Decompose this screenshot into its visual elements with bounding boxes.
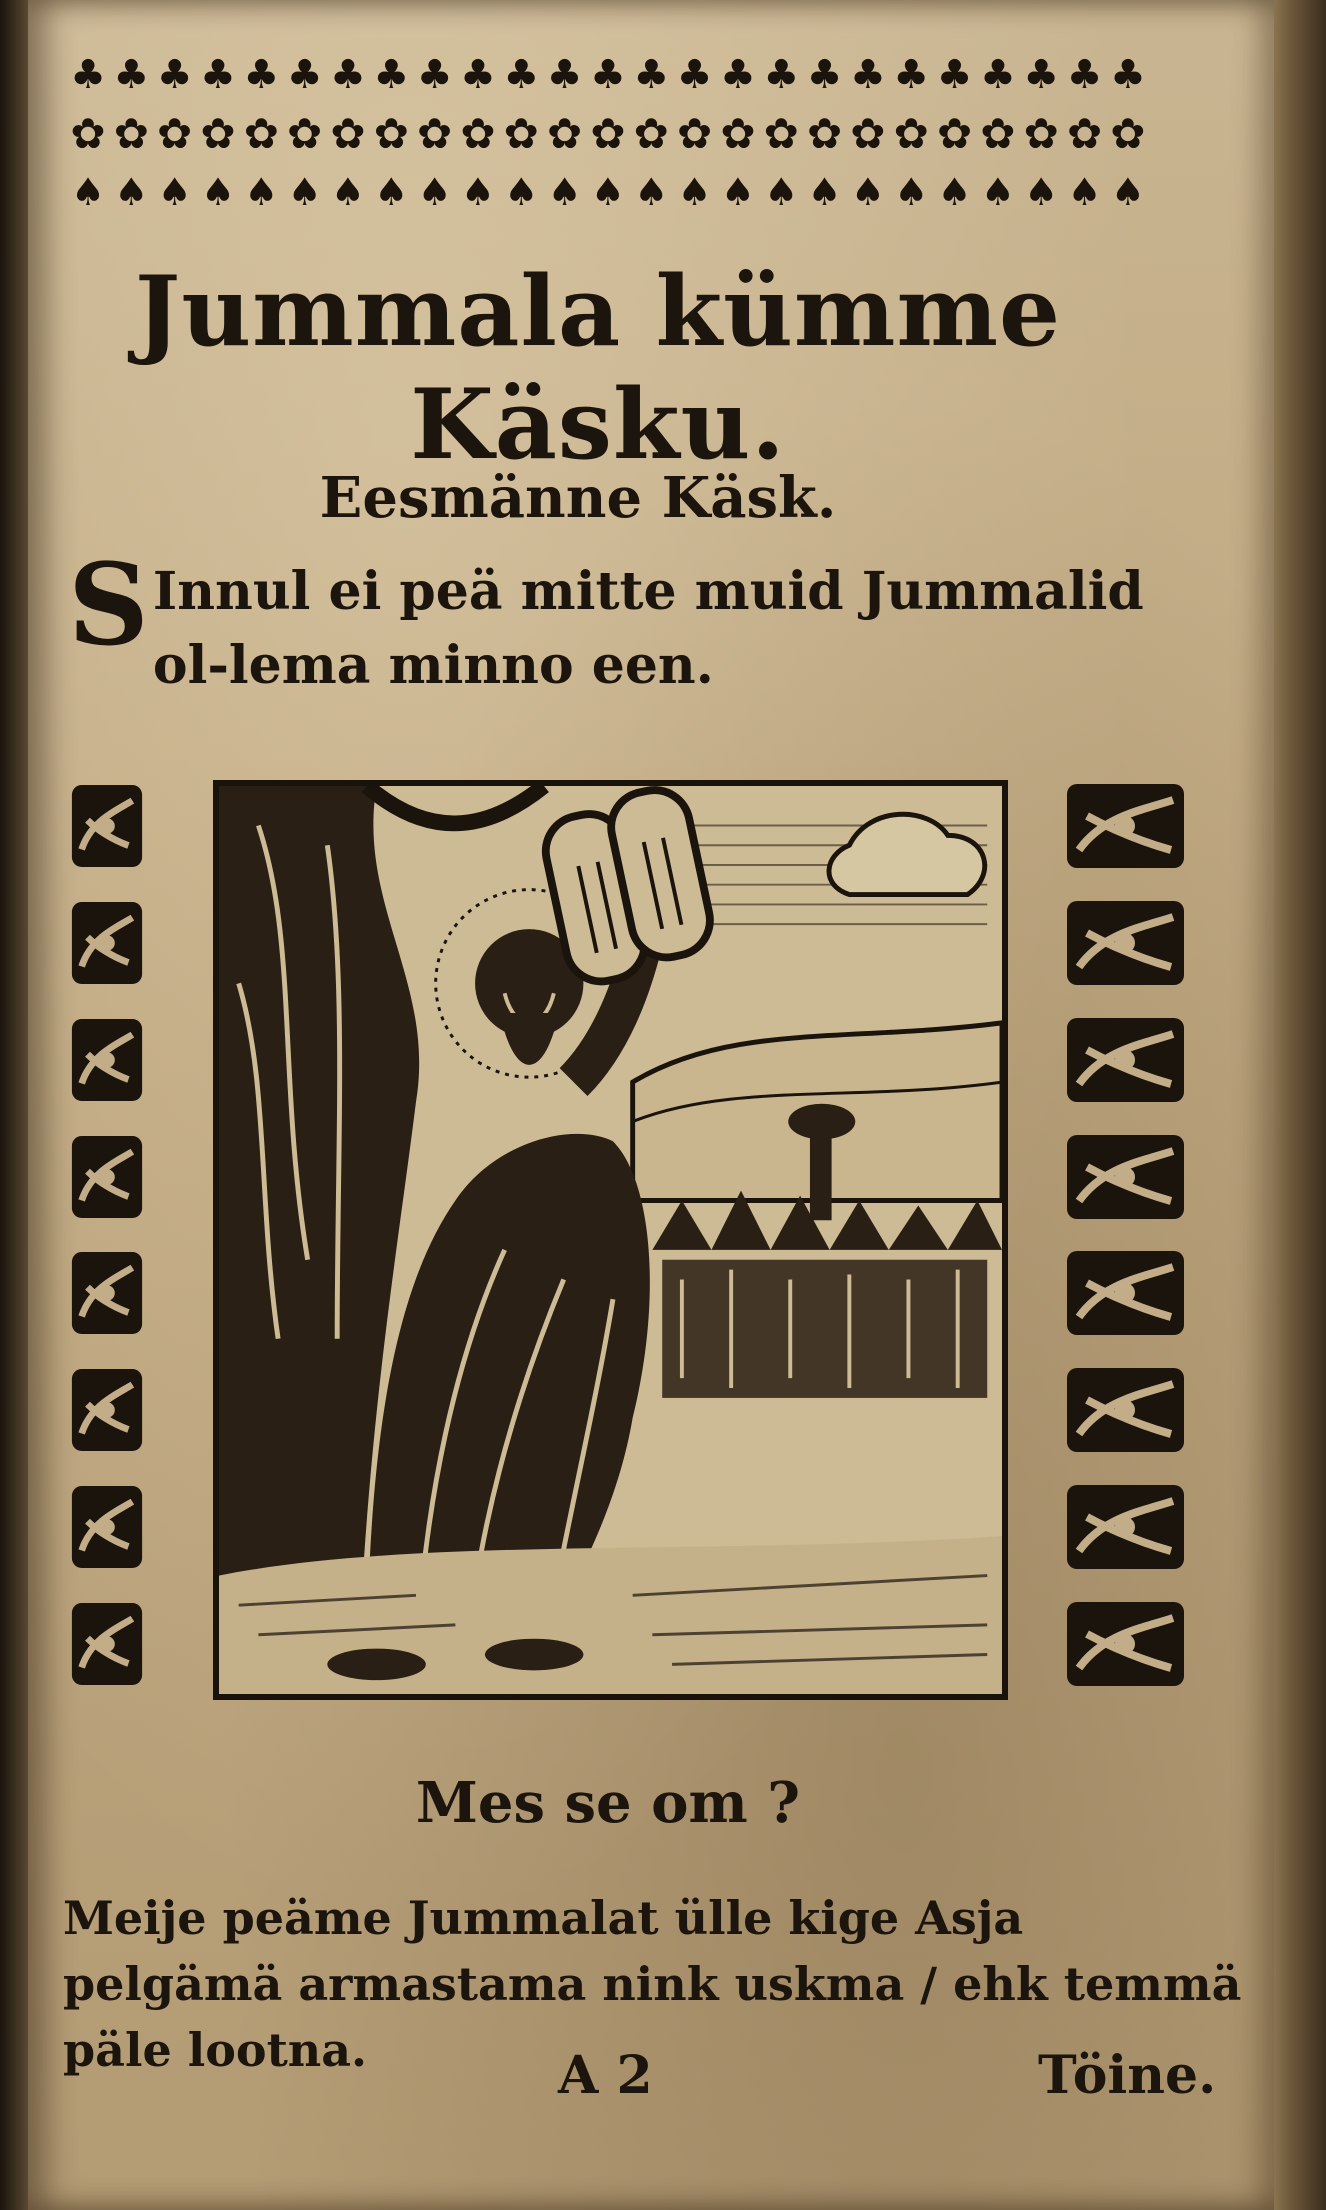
catechism-answer: Meije peäme Jummalat ülle kige Asja pelgämä armastama nink uskma / ehk temmä päle lootna.: [63, 1891, 1242, 2077]
leaf-icon: ♠: [980, 170, 1015, 214]
rosette-icon: ✿: [980, 109, 1016, 158]
rosette-icon: ✿: [417, 109, 453, 158]
catchword: Töine.: [1038, 2045, 1217, 2106]
leaf-icon: ♠: [157, 170, 192, 214]
fleuron-icon: ♣: [286, 52, 323, 98]
floral-tile-icon: [68, 897, 146, 989]
page-title: Jummala kümme Käsku.: [134, 255, 1062, 481]
commandment-heading: Eesmänne Käsk.: [319, 465, 837, 531]
leaf-icon: ♠: [374, 170, 409, 214]
rosette-icon: ✿: [1023, 109, 1059, 158]
printer-signature-mark: A 2: [558, 2045, 653, 2106]
rosette-icon: ✿: [200, 109, 236, 158]
rosette-icon: ✿: [157, 109, 193, 158]
rosette-icon: ✿: [503, 109, 539, 158]
leaf-icon: ♠: [504, 170, 539, 214]
fleuron-icon: ♣: [893, 52, 930, 98]
rosette-icon: ✿: [1066, 109, 1103, 158]
rosette-icon: ✿: [547, 109, 583, 158]
rosette-icon: ✿: [460, 109, 496, 158]
rosette-icon: ✿: [633, 109, 669, 158]
drop-cap: S: [68, 540, 149, 671]
leaf-icon: ♠: [460, 170, 495, 214]
floral-tile-icon: [68, 1481, 146, 1573]
fleuron-icon: ♣: [676, 52, 713, 98]
left-border-ornaments: [68, 780, 146, 1690]
fleuron-icon: ♣: [330, 52, 366, 98]
fleuron-icon: ♣: [590, 52, 626, 98]
fleuron-icon: ♣: [763, 52, 800, 98]
floral-tile-icon: [1063, 897, 1188, 989]
fleuron-icon: ♣: [460, 52, 496, 98]
rosette-icon: ✿: [676, 109, 713, 158]
book-page: [28, 0, 1278, 2210]
leaf-icon: ♠: [1024, 170, 1059, 214]
rosette-icon: ✿: [936, 109, 973, 158]
leaf-icon: ♠: [417, 170, 452, 214]
fleuron-icon: ♣: [1066, 52, 1103, 98]
rosette-icon: ✿: [243, 109, 279, 158]
fleuron-icon: ♣: [633, 52, 670, 98]
leaf-icon: ♠: [200, 170, 236, 214]
floral-tile-icon: [68, 1364, 146, 1456]
right-border-ornaments: [1063, 780, 1188, 1690]
leaf-icon: ♠: [1067, 170, 1102, 214]
rosette-icon: ✿: [70, 109, 106, 158]
commandment-text: [68, 540, 1198, 703]
fleuron-icon: ♣: [113, 52, 150, 98]
ornament-row-top: [68, 52, 1148, 98]
fleuron-icon: ♣: [546, 52, 583, 98]
leaf-icon: ♠: [244, 170, 279, 214]
header-ornament-band: [68, 52, 1148, 235]
leaf-icon: ♠: [114, 170, 149, 214]
fleuron-icon: ♣: [156, 52, 193, 98]
floral-tile-icon: [1063, 1131, 1188, 1223]
leaf-icon: ♠: [720, 170, 755, 214]
commandment-body: Innul ei peä mitte muid Jummalid ol-lema minno een.: [152, 561, 1144, 696]
fleuron-icon: ♣: [806, 52, 843, 98]
leaf-icon: ♠: [287, 170, 322, 214]
fleuron-icon: ♣: [719, 52, 756, 98]
rosette-icon: ✿: [893, 109, 929, 158]
leaf-icon: ♠: [850, 170, 885, 214]
rosette-icon: ✿: [113, 109, 149, 158]
leaf-icon: ♠: [70, 170, 106, 214]
leaf-icon: ♠: [590, 170, 625, 214]
leaf-icon: ♠: [894, 170, 929, 214]
ornament-row-bottom: [68, 170, 1148, 214]
rosette-icon: ✿: [850, 109, 886, 158]
rosette-icon: ✿: [720, 109, 756, 158]
floral-tile-icon: [68, 780, 146, 872]
fleuron-icon: ♣: [979, 52, 1016, 98]
leaf-icon: ♠: [677, 170, 712, 214]
rosette-icon: ✿: [763, 109, 799, 158]
fleuron-icon: ♣: [1023, 52, 1060, 98]
floral-tile-icon: [1063, 1481, 1188, 1573]
rosette-icon: ✿: [806, 109, 843, 158]
book-fore-edge: [1274, 0, 1326, 2210]
floral-tile-icon: [68, 1247, 146, 1339]
leaf-icon: ♠: [634, 170, 669, 214]
fleuron-icon: ♣: [243, 52, 280, 98]
rosette-icon: ✿: [287, 109, 323, 158]
fleuron-icon: ♣: [936, 52, 973, 98]
leaf-icon: ♠: [1110, 170, 1145, 214]
leaf-icon: ♠: [764, 170, 799, 214]
floral-tile-icon: [1063, 780, 1188, 872]
leaf-icon: ♠: [547, 170, 582, 214]
leaf-icon: ♠: [807, 170, 842, 214]
fleuron-icon: ♣: [373, 52, 410, 98]
floral-tile-icon: [68, 1598, 146, 1690]
floral-tile-icon: [68, 1014, 146, 1106]
fleuron-icon: ♣: [416, 52, 453, 98]
floral-tile-icon: [1063, 1247, 1188, 1339]
floral-tile-icon: [1063, 1014, 1188, 1106]
fleuron-icon: ♣: [200, 52, 236, 98]
floral-tile-icon: [1063, 1598, 1188, 1690]
rosette-icon: ✿: [373, 109, 409, 158]
catechism-question: Mes se om ?: [415, 1770, 801, 1836]
leaf-icon: ♠: [937, 170, 972, 214]
ornament-row-middle: [68, 109, 1148, 158]
fleuron-icon: ♣: [70, 52, 106, 98]
leaf-icon: ♠: [330, 170, 365, 214]
woodcut-moses-tablets-icon: [219, 786, 1002, 1694]
rosette-icon: ✿: [590, 109, 626, 158]
floral-tile-icon: [68, 1131, 146, 1223]
rosette-icon: ✿: [1110, 109, 1146, 158]
fleuron-icon: ♣: [1109, 52, 1146, 98]
woodcut-illustration: [213, 780, 1008, 1700]
rosette-icon: ✿: [330, 109, 366, 158]
fleuron-icon: ♣: [503, 52, 540, 98]
fleuron-icon: ♣: [849, 52, 886, 98]
floral-tile-icon: [1063, 1364, 1188, 1456]
